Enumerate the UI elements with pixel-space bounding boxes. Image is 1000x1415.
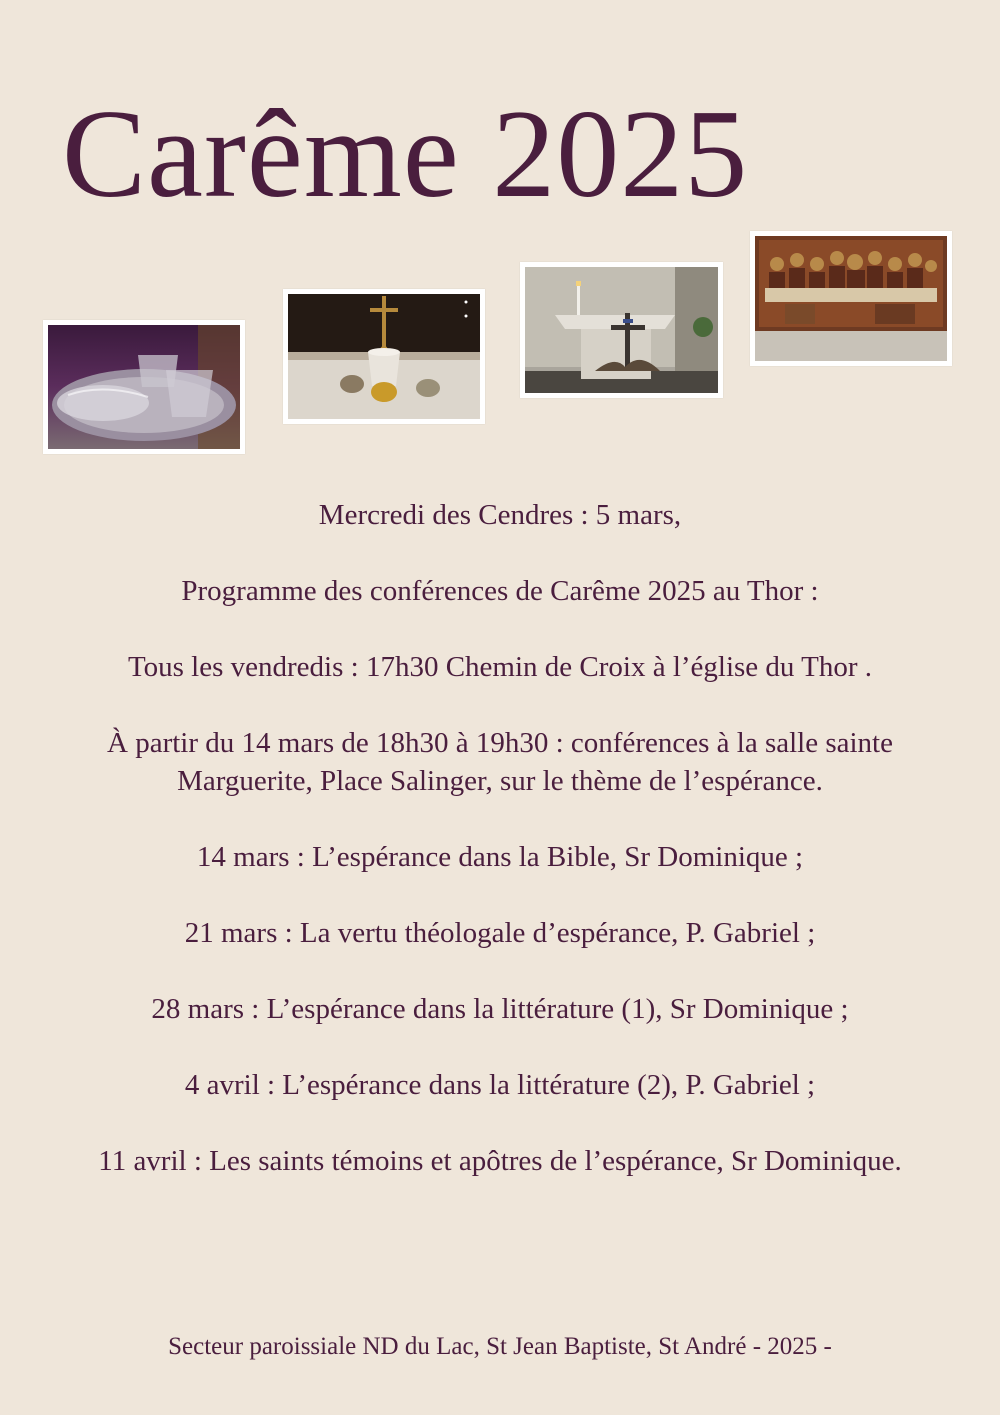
conference-item: 4 avril : L’espérance dans la littérature (2), P. Gabriel ; <box>184 1069 816 1101</box>
photo-last-supper <box>750 231 952 366</box>
glass-bowls-image <box>48 325 240 449</box>
conference-item: 28 mars : L’espérance dans la littérature (1), Sr Dominique ; <box>151 993 849 1025</box>
page-title: Carême 2025 <box>62 85 749 224</box>
photo-glass-bowls <box>43 320 245 454</box>
event-program <box>40 496 960 1218</box>
conference-item: 11 avril : Les saints témoins et apôtres de l’espérance, Sr Dominique. <box>98 1145 902 1177</box>
photo-altar-crucifix <box>520 262 723 398</box>
footer-text: Secteur paroissiale ND du Lac, St Jean Baptiste, St André - 2025 - <box>168 1333 832 1360</box>
conference-intro: À partir du 14 mars de 18h30 à 19h30 : conférences à la salle sainte Marguerite, Place Salinger, sur le thème de l’espérance. <box>107 727 893 797</box>
photo-ashes-altar <box>283 289 485 424</box>
conference-item: 14 mars : L’espérance dans la Bible, Sr Dominique ; <box>196 841 804 873</box>
conference-item: 21 mars : La vertu théologale d’espérance, P. Gabriel ; <box>184 917 816 949</box>
altar-crucifix-image <box>525 267 718 393</box>
last-supper-painting-image <box>755 236 947 361</box>
program-line: Programme des conférences de Carême 2025 au Thor : <box>181 575 819 607</box>
ash-wednesday-line: Mercredi des Cendres : 5 mars, <box>318 499 682 531</box>
fridays-line: Tous les vendredis : 17h30 Chemin de Croix à l’église du Thor . <box>127 651 873 683</box>
crucifix-ashes-image <box>288 294 480 419</box>
